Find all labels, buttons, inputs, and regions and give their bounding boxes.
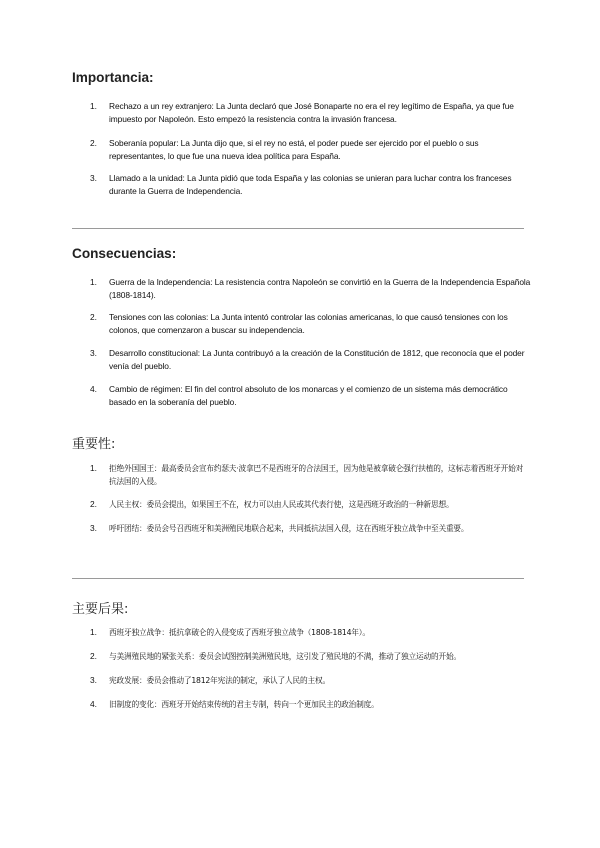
item-text: Tensiones con las colonias: La Junta intentó controlar las colonias americanas, lo que causó tensiones con los colonos, que comenzaron a buscar su independencia. <box>109 312 508 336</box>
section-divider <box>72 228 524 229</box>
item-number: 4. <box>90 384 97 394</box>
item-number: 2. <box>90 138 97 148</box>
item-text: Cambio de régimen: El fin del control absoluto de los monarcas y el comienzo de un sistema más democrático basado en la soberanía del pueblo. <box>109 384 508 408</box>
item-number: 1. <box>90 101 97 111</box>
item-number: 3. <box>90 348 97 358</box>
item-number: 1. <box>90 627 97 637</box>
section-divider <box>72 578 524 579</box>
item-text: Desarrollo constitucional: La Junta contribuyó a la creación de la Constitución de 1812, que reconocía que el poder venía del pueblo. <box>109 348 525 372</box>
item-number: 1. <box>90 277 97 287</box>
item-text: Rechazo a un rey extranjero: La Junta declaró que José Bonaparte no era el rey legítimo de España, ya que fue impuesto por Napoleón. Esto empezó la resistencia contra la invasión francesa. <box>109 101 514 125</box>
item-number: 2. <box>90 651 97 661</box>
item-number: 2. <box>90 499 97 509</box>
heading-importancia: Importancia: <box>72 70 154 85</box>
item-text: 西班牙独立战争：抵抗拿破仑的入侵变成了西班牙独立战争（1808-1814年）。 <box>109 628 370 637</box>
item-text: 拒绝外国国王：最高委员会宣布约瑟夫·波拿巴不是西班牙的合法国王，因为他是被拿破仑强行扶植的，这标志着西班牙开始对抗法国的入侵。 <box>109 464 524 487</box>
item-number: 3. <box>90 675 97 685</box>
item-text: 呼吁团结：委员会号召西班牙和美洲殖民地联合起来，共同抵抗法国入侵，这在西班牙独立战争中至关重要。 <box>109 524 469 533</box>
item-text: Llamado a la unidad: La Junta pidió que toda España y las colonias se unieran para luchar contra los franceses durante la Guerra de Independencia. <box>109 173 512 197</box>
item-number: 4. <box>90 699 97 709</box>
item-text: 宪政发展：委员会推动了1812年宪法的制定，承认了人民的主权。 <box>109 676 330 685</box>
item-text: 旧制度的变化：西班牙开始结束传统的君主专制，转向一个更加民主的政治制度。 <box>109 700 379 709</box>
item-text: 与美洲殖民地的紧张关系：委员会试图控制美洲殖民地，这引发了殖民地的不满，推动了独立运动的开始。 <box>109 652 461 661</box>
heading-consecuencias: Consecuencias: <box>72 246 177 261</box>
item-number: 3. <box>90 523 97 533</box>
item-number: 3. <box>90 173 97 183</box>
item-text: 人民主权：委员会提出，如果国王不在，权力可以由人民或其代表行使，这是西班牙政治的一种新思想。 <box>109 500 454 509</box>
heading-zhongyaoxing: 重要性: <box>72 437 116 452</box>
item-text: Guerra de la Independencia: La resistencia contra Napoleón se convirtió en la Guerra de la Independencia Española (1808-1814). <box>109 277 531 301</box>
item-number: 2. <box>90 312 97 322</box>
heading-zhuyaohouguo: 主要后果: <box>72 602 129 617</box>
item-text: Soberanía popular: La Junta dijo que, si el rey no está, el poder puede ser ejercido por el pueblo o sus representantes, lo que fue una nueva idea política para España. <box>109 138 479 162</box>
item-number: 1. <box>90 463 97 473</box>
